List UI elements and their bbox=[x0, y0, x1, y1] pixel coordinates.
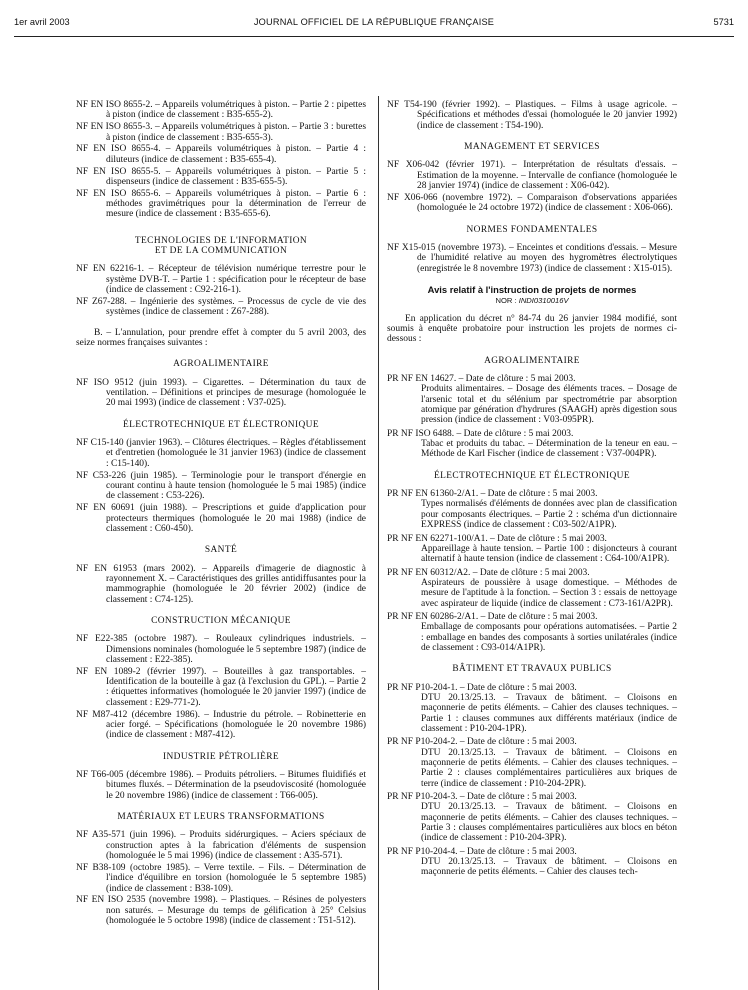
norm-entry: NF EN 61953 (mars 2002). – Appareils d'imagerie de diagnostic à rayonnement X. – Caractéristiques des grilles antidiffusantes pour la mammographie (homologuée le 20 février 2002) (indice de classement : C74-125). bbox=[76, 563, 366, 605]
project-body: DTU 20.13/25.13. – Travaux de bâtiment. – Cloisons en maçonnerie de petits éléments. – Cahier des clauses techniques. – Partie 3 : clauses complémentaires particulières aux blocs en béton (indice de classement : P10-204-3PR). bbox=[421, 802, 677, 844]
project-body: Emballage de composants pour opérations automatisées. – Partie 2 : emballage en bandes des composants à sorties unilatérales (indice de classement : C93-014/A1PR). bbox=[421, 622, 677, 653]
norm-entry: NF EN 60691 (juin 1988). – Prescriptions et guide d'application pour protecteurs thermiques (homologuée le 20 mai 1988) (indice de classement : C60-450). bbox=[76, 503, 366, 534]
avis-title: Avis relatif à l'instruction de projets de normes bbox=[427, 283, 637, 295]
norm-entry: NF T54-190 (février 1992). – Plastiques. – Films à usage agricole. – Spécifications et méthodes d'essai (homologuée le 20 janvier 1992) (indice de classement : T54-190). bbox=[387, 100, 677, 131]
norm-entry: NF X06-042 (février 1971). – Interprétation de résultats d'essais. – Estimation de la moyenne. – Intervalle de confiance (homologuée le 28 janvier 1974) (indice de classement : X06-042). bbox=[387, 160, 677, 192]
project-head: PR NF ISO 6488. – Date de clôture : 5 mai 2003. bbox=[387, 428, 574, 439]
norm-entry: NF EN ISO 8655-5. – Appareils volumétriques à piston. – Partie 5 : dispenseurs (indice de classement : B35-655-5). bbox=[76, 166, 366, 187]
project-entry bbox=[387, 847, 677, 878]
page-header bbox=[14, 17, 734, 31]
intro-paragraph: En application du décret n° 84-74 du 26 janvier 1984 modifié, sont soumis à enquête probatoire pour instruction les projets de normes ci-dessous : bbox=[387, 313, 677, 345]
section-heading-fondamentales: NORMES FONDAMENTALES bbox=[466, 224, 598, 235]
section-heading-sante: SANTÉ bbox=[204, 545, 238, 556]
project-entry bbox=[387, 534, 677, 565]
section-heading-materiaux: MATÉRIAUX ET LEURS TRANSFORMATIONS bbox=[117, 812, 325, 823]
norm-entry: NF E22-385 (octobre 1987). – Rouleaux cylindriques industriels. – Dimensions nominales (homologuée le 5 septembre 1987) (indice de classement : E22-385). bbox=[76, 634, 366, 665]
section-heading-agro: AGROALIMENTAIRE bbox=[173, 359, 269, 370]
project-entry bbox=[387, 683, 677, 735]
project-body: Produits alimentaires. – Dosage des éléments traces. – Dosage de l'arsenic total et du sélénium par spectrométrie par absorption atomique par génération d'hydrures (SAAGH) après digestion sous pression (indice de classement : V03-095PR). bbox=[421, 384, 677, 426]
header-date: 1er avril 2003 bbox=[14, 17, 70, 27]
norm-entry: NF X06-066 (novembre 1972). – Comparaison d'observations appariées (homologuée le 24 octobre 1972) (indice de classement : X06-066). bbox=[387, 192, 677, 214]
project-head: PR NF EN 61360-2/A1. – Date de clôture : 5 mai 2003. bbox=[387, 489, 598, 500]
project-body: DTU 20.13/25.13. – Travaux de bâtiment. – Cloisons en maçonnerie de petits éléments. – Cahier des clauses techniques. – Partie 2 : clauses complémentaires particulières aux briques de terre (indice de classement : P10-204-2PR). bbox=[421, 747, 677, 789]
project-body: Appareillage à haute tension. – Partie 100 : disjoncteurs à courant alternatif à haute tension (indice de classement : C64-100/A1PR). bbox=[421, 543, 677, 565]
project-entry bbox=[387, 374, 677, 426]
nor-code: INDI0310016V bbox=[518, 296, 569, 306]
section-heading-agro-pr: AGROALIMENTAIRE bbox=[484, 355, 580, 366]
norm-entry: NF EN 62216-1. – Récepteur de télévision numérique terrestre pour le système DVB-T. – Partie 1 : spécification pour le récepteur de base (indice de classement : C92-216-1). bbox=[76, 264, 366, 296]
project-body: Tabac et produits du tabac. – Détermination de la teneur en eau. – Méthode de Karl Fischer (indice de classement : V37-004PR). bbox=[421, 439, 677, 460]
project-head: PR NF EN 60312/A2. – Date de clôture : 5 mai 2003. bbox=[387, 567, 590, 578]
page-number: 5731 bbox=[713, 17, 734, 27]
norm-entry: NF EN ISO 8655-4. – Appareils volumétriques à piston. – Partie 4 : diluteurs (indice de classement : B35-655-4). bbox=[76, 144, 366, 165]
project-entry bbox=[387, 612, 677, 653]
norm-entry: NF EN ISO 2535 (novembre 1998). – Plastiques. – Résines de polyesters non saturés. – Mesurage du temps de gélification à 25° Celsius (homologuée le 5 octobre 1998) (indice de classement : T51-512). bbox=[76, 895, 366, 927]
nor-reference bbox=[387, 296, 677, 306]
project-entry bbox=[387, 792, 677, 844]
entry-list bbox=[76, 100, 366, 220]
journal-title: JOURNAL OFFICIEL DE LA RÉPUBLIQUE FRANÇAISE bbox=[253, 17, 495, 27]
section-heading-petro: INDUSTRIE PÉTROLIÈRE bbox=[162, 751, 280, 762]
annulation-paragraph: B. – L'annulation, pour prendre effet à compter du 5 avril 2003, des seize normes françaises suivantes : bbox=[76, 327, 366, 349]
norm-entry: NF EN ISO 8655-2. – Appareils volumétriques à piston. – Partie 2 : pipettes à piston (indice de classement : B35-655-2). bbox=[76, 100, 366, 121]
section-heading-line: ET DE LA COMMUNICATION bbox=[154, 246, 288, 257]
section-heading-elec-pr: ÉLECTROTECHNIQUE ET ÉLECTRONIQUE bbox=[434, 470, 630, 481]
header-rule bbox=[14, 36, 734, 37]
norm-entry: NF EN ISO 8655-3. – Appareils volumétriques à piston. – Partie 3 : burettes à piston (indice de classement : B35-655-3). bbox=[76, 122, 366, 143]
project-head: PR NF P10-204-1. – Date de clôture : 5 mai 2003. bbox=[387, 682, 577, 693]
project-entry bbox=[387, 737, 677, 789]
nor-label: NOR : bbox=[495, 296, 517, 306]
project-entry bbox=[387, 429, 677, 460]
column-divider bbox=[378, 96, 379, 990]
project-head: PR NF P10-204-4. – Date de clôture : 5 mai 2003. bbox=[387, 846, 577, 857]
norm-entry: NF X15-015 (novembre 1973). – Enceintes et conditions d'essais. – Mesure de l'humidité relative au moyen des hygromètres électrolytiques (enregistrée le 8 novembre 1973) (indice de classement : X15-015). bbox=[387, 242, 677, 274]
norm-entry: NF EN ISO 8655-6. – Appareils volumétriques à piston. – Partie 6 : méthodes gravimétriques pour la détermination de l'erreur de mesure (indice de classement : B35-655-6). bbox=[76, 188, 366, 220]
project-entry bbox=[387, 568, 677, 609]
project-body: DTU 20.13/25.13. – Travaux de bâtiment. – Cloisons en maçonnerie de petits éléments. – Cahier des clauses tech- bbox=[421, 857, 677, 878]
project-head: PR NF EN 60286-2/A1. – Date de clôture : 5 mai 2003. bbox=[387, 611, 598, 622]
section-heading-tic bbox=[76, 236, 366, 257]
section-heading-btp: BÂTIMENT ET TRAVAUX PUBLICS bbox=[452, 664, 612, 675]
norm-entry: NF C53-226 (juin 1985). – Terminologie pour le transport d'énergie en courant continu à haute tension (homologuée le 5 mai 1985) (indice de classement : C53-226). bbox=[76, 470, 366, 502]
left-column bbox=[76, 100, 366, 928]
norm-entry: NF C15-140 (janvier 1963). – Clôtures électriques. – Règles d'établissement et d'entretien (homologuée le 31 janvier 1963) (indice de classement : C15-140). bbox=[76, 438, 366, 469]
project-head: PR NF P10-204-3. – Date de clôture : 5 mai 2003. bbox=[387, 792, 577, 803]
section-heading-management: MANAGEMENT ET SERVICES bbox=[464, 142, 600, 153]
project-body: DTU 20.13/25.13. – Travaux de bâtiment. – Cloisons en maçonnerie de petits éléments. – Cahier des clauses techniques. – Partie 1 : clauses communes aux différents matériaux (indice de classement : P10-204-1PR). bbox=[421, 692, 677, 734]
project-head: PR NF EN 62271-100/A1. – Date de clôture : 5 mai 2003. bbox=[387, 533, 607, 544]
section-heading-meca: CONSTRUCTION MÉCANIQUE bbox=[151, 615, 291, 626]
project-head: PR NF P10-204-2. – Date de clôture : 5 mai 2003. bbox=[387, 737, 577, 748]
project-entry bbox=[387, 489, 677, 530]
norm-entry: NF B38-109 (octobre 1985). – Verre textile. – Fils. – Détermination de l'indice d'équilibre en torsion (homologuée le 5 septembre 1985) (indice de classement : B38-109). bbox=[76, 862, 366, 894]
project-body: Aspirateurs de poussière à usage domestique. – Méthodes de mesure de l'aptitude à la fonction. – Section 3 : essais de nettoyage avec aspirateur de liquide (indice de classement : C73-161/A2PR). bbox=[421, 577, 677, 609]
project-head: PR NF EN 14627. – Date de clôture : 5 mai 2003. bbox=[387, 374, 576, 385]
right-column bbox=[387, 100, 677, 881]
norm-entry: NF T66-005 (décembre 1986). – Produits pétroliers. – Bitumes fluidifiés et bitumes fluxés. – Détermination de la pseudoviscosité (homologuée le 20 novembre 1986) (indice de classement : T66-005). bbox=[76, 770, 366, 801]
section-heading-line: TECHNOLOGIES DE L'INFORMATION bbox=[134, 235, 308, 246]
norm-entry: NF Z67-288. – Ingénierie des systèmes. – Processus de cycle de vie des systèmes (indice de classement : Z67-288). bbox=[76, 297, 366, 318]
norm-entry: NF ISO 9512 (juin 1993). – Cigarettes. – Détermination du taux de ventilation. – Définitions et principes de mesurage (homologuée le 20 mai 1993) (indice de classement : V37-025). bbox=[76, 377, 366, 409]
norm-entry: NF EN 1089-2 (février 1997). – Bouteilles à gaz transportables. – Identification de la bouteille à gaz (à l'exclusion du GPL). – Partie 2 : étiquettes informatives (homologuée le 20 janvier 1997) (indice de classement : E29-771-2). bbox=[76, 666, 366, 708]
norm-entry: NF M87-412 (décembre 1986). – Industrie du pétrole. – Robinetterie en acier forgé. – Spécifications (homologuée le 20 novembre 1986) (indice de classement : M87-412). bbox=[76, 709, 366, 741]
project-body: Types normalisés d'éléments de données avec plan de classification pour composants électriques. – Partie 2 : schéma d'un dictionnaire EXPRESS (indice de classement : C03-502/A1PR). bbox=[421, 499, 677, 531]
norm-entry: NF A35-571 (juin 1996). – Produits sidérurgiques. – Aciers spéciaux de construction aptes à la fabrication d'éléments de suspension (homologuée le 5 mai 1996) (indice de classement : A35-571). bbox=[76, 830, 366, 862]
section-heading-elec: ÉLECTROTECHNIQUE ET ÉLECTRONIQUE bbox=[123, 419, 319, 430]
